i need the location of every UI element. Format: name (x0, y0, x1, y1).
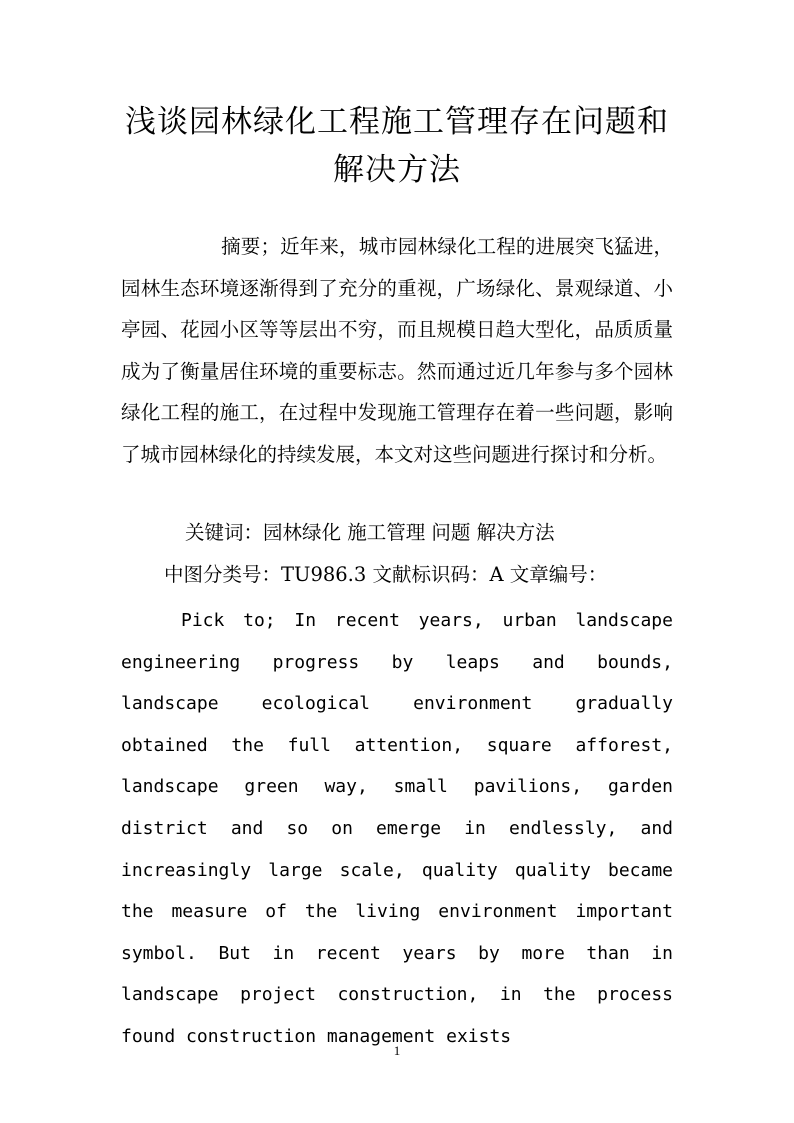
chinese-abstract-text: 摘要；近年来，城市园林绿化工程的进展突飞猛进，园林生态环境逐渐得到了充分的重视，广场绿化、景观绿道、小亭园、花园小区等等层出不穷，而且规模日趋大型化，品质质量成为了衡量居住环境的重要标志。然而通过近几年参与多个园林绿化工程的施工，在过程中发现施工管理存在着一些问题，影响了城市园林绿化的持续发展，本文对这些问题进行探讨和分析。 (121, 235, 673, 466)
english-abstract-text: Pick to; In recent years, urban landscape engineering progress by leaps and bounds, landscape ecological environment gradually obtained the full attention, square afforest, landscape green way, small pavilions, garden district and so on emerge in endlessly, and increasingly large scale, quality quality became the measure of the living environment important symbol. But in recent years by more than in landscape project construction, in the process found construction management exists (121, 610, 673, 1047)
chinese-abstract (121, 226, 673, 475)
english-abstract (121, 600, 673, 1058)
classification-line: 中图分类号：TU986.3 文献标识码：A 文章编号： (164, 563, 608, 586)
document-title: 浅谈园林绿化工程施工管理存在问题和解决方法 (125, 104, 669, 188)
keywords-line: 关键词：园林绿化 施工管理 问题 解决方法 (185, 521, 555, 544)
page-number: 1 (393, 1043, 401, 1058)
